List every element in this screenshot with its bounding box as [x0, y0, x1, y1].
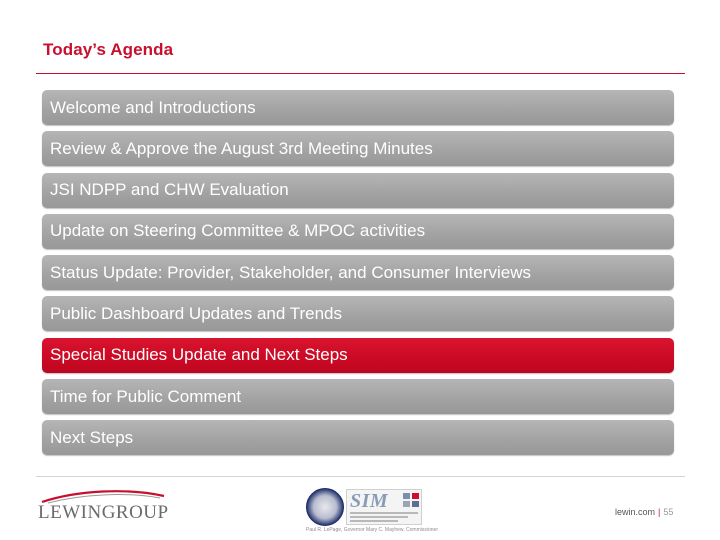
- sim-logo: [306, 488, 438, 534]
- agenda-item-label: Time for Public Comment: [50, 386, 242, 406]
- slide-title: Today’s Agenda: [43, 40, 174, 59]
- agenda-item-label: Review & Approve the August 3rd Meeting Minutes: [50, 138, 433, 158]
- agenda-item-dashboard[interactable]: [42, 296, 674, 331]
- agenda-item-welcome[interactable]: [42, 90, 674, 125]
- agenda-item-public-comment[interactable]: [42, 379, 674, 414]
- footer-credit: [615, 507, 673, 517]
- sim-logo-tagline: [350, 512, 418, 524]
- agenda-item-label: Status Update: Provider, Stakeholder, and Consumer Interviews: [50, 262, 531, 282]
- agenda-list: [42, 90, 674, 462]
- agenda-item-label: Public Dashboard Updates and Trends: [50, 303, 343, 323]
- agenda-item-label: JSI NDPP and CHW Evaluation: [50, 180, 289, 200]
- agenda-item-status-update[interactable]: [42, 255, 674, 290]
- sim-logo-text: SIM: [350, 490, 389, 512]
- agenda-item-label: Welcome and Introductions: [50, 97, 256, 117]
- footer-divider: [36, 476, 685, 477]
- sim-x-mark-icon: [403, 493, 419, 507]
- agenda-item-label: Special Studies Update and Next Steps: [50, 345, 348, 365]
- agenda-item-next-steps[interactable]: [42, 420, 674, 455]
- agenda-item-steering-committee[interactable]: [42, 214, 674, 249]
- lewin-group-logo: [38, 490, 168, 524]
- footer-url-link[interactable]: lewin.com: [615, 507, 656, 517]
- title-divider: [36, 73, 685, 74]
- agenda-item-special-studies[interactable]: [42, 338, 674, 373]
- agenda-item-label: Next Steps: [50, 427, 134, 447]
- sim-logo-box: [346, 489, 422, 525]
- agenda-item-label: Update on Steering Committee & MPOC activities: [50, 221, 426, 241]
- agenda-item-approve-minutes[interactable]: [42, 131, 674, 166]
- footer-separator: |: [658, 507, 661, 517]
- page-number: 55: [663, 507, 674, 517]
- lewin-logo-text: LEWINGROUP: [38, 502, 169, 523]
- maine-state-seal-icon: [306, 488, 344, 526]
- agenda-item-jsi-evaluation[interactable]: [42, 173, 674, 208]
- sim-logo-caption: Paul R. LePage, Governor Mary C. Mayhew, Commissioner: [306, 527, 438, 533]
